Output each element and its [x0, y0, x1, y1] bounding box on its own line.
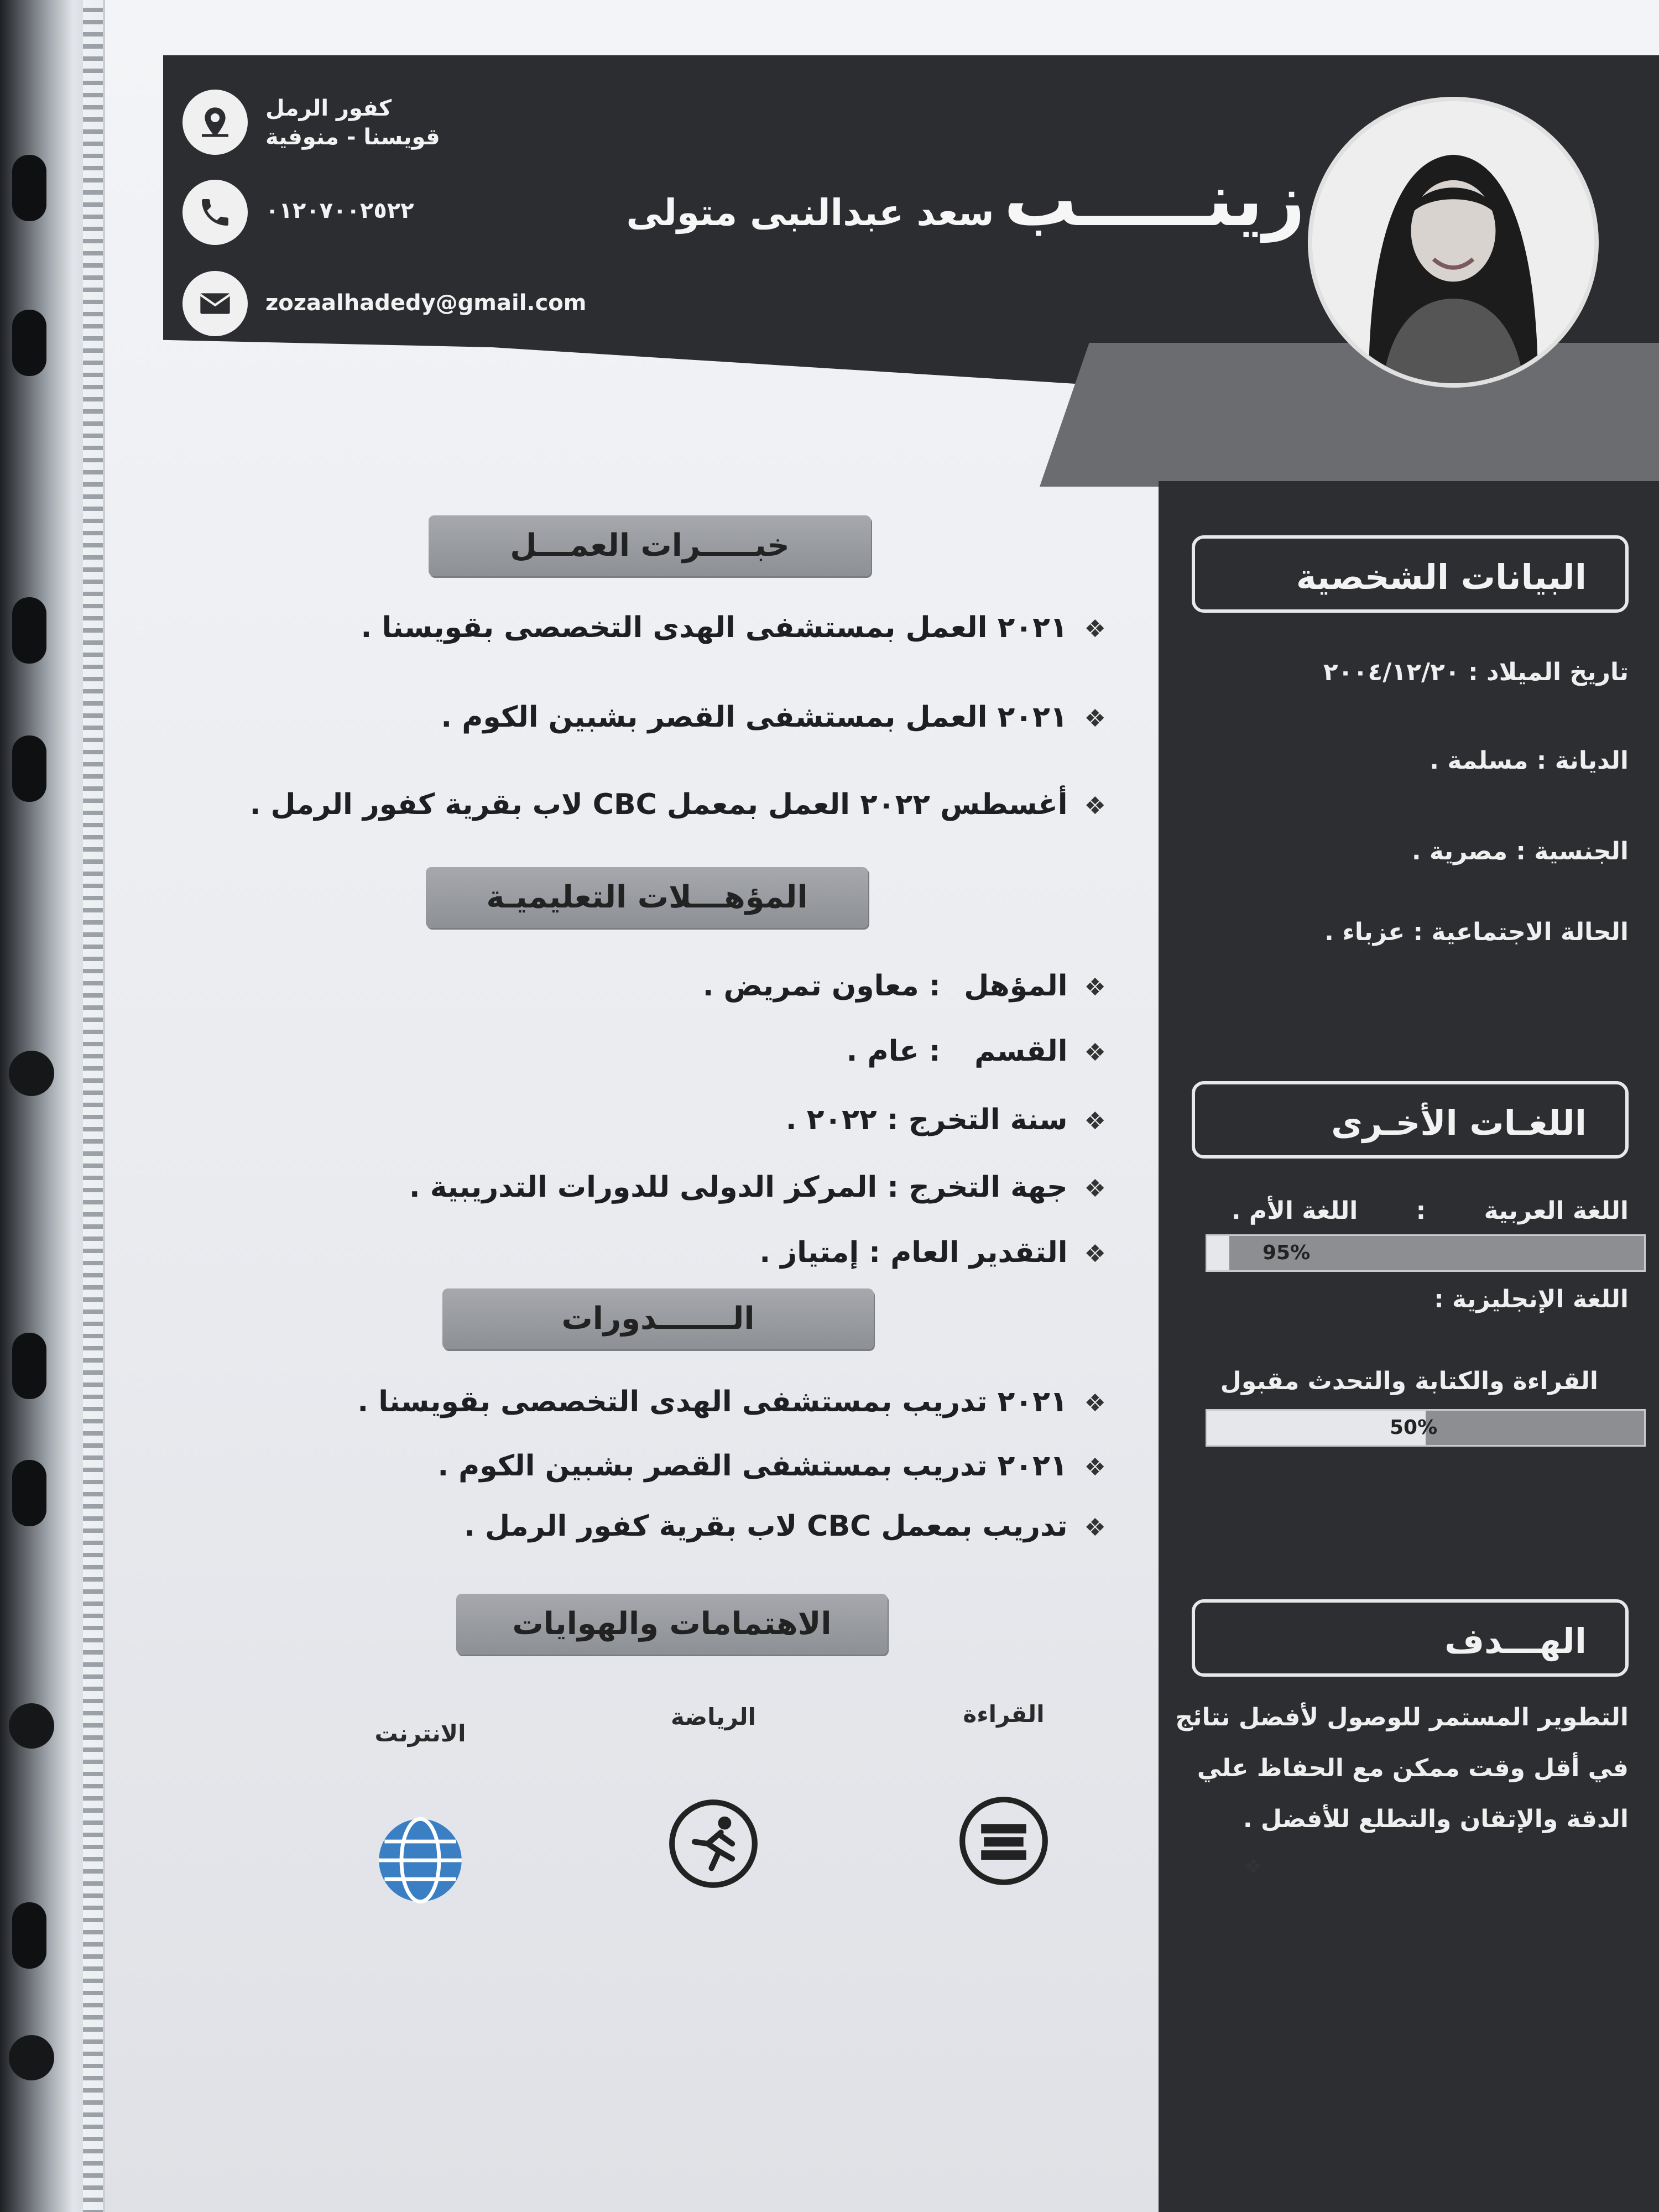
- bullet-icon: ❖: [1084, 792, 1106, 820]
- course-item: [357, 1383, 1106, 1423]
- education-key: القسم: [974, 1035, 1068, 1068]
- education-key: التقدير العام: [890, 1236, 1068, 1269]
- punch-hole: [9, 2035, 54, 2080]
- bullet-icon: ❖: [1084, 1240, 1106, 1268]
- experience-text: ٢٠٢١ العمل بمستشفى الهدى التخصصى بقويسنا .: [361, 611, 1068, 644]
- birth-date: تاريخ الميلاد : ٢٠٠٤/١٢/٢٠: [1323, 658, 1629, 686]
- course-text: تدريب بمعمل CBC لاب بقرية كفور الرمل .: [464, 1510, 1068, 1543]
- hobby-internet-label: الانترنت: [374, 1720, 466, 1747]
- punch-hole: [12, 1460, 46, 1526]
- bullet-icon: ❖: [1084, 615, 1106, 643]
- education-item: [759, 1233, 1106, 1274]
- section-courses: الـــــــدورات: [442, 1288, 874, 1349]
- course-item: [464, 1507, 1106, 1547]
- bullet-icon: ❖: [1084, 973, 1106, 1001]
- bullet-icon: ❖: [1084, 1175, 1106, 1203]
- punch-hole: [12, 1333, 46, 1399]
- education-key: سنة التخرج: [908, 1103, 1068, 1136]
- envelope-icon: [182, 271, 248, 336]
- nationality: الجنسية : مصرية .: [1411, 837, 1629, 865]
- arabic-progress-label: 95%: [1262, 1241, 1311, 1264]
- hobby-sports: [630, 1703, 796, 1891]
- bullet-icon: ❖: [1084, 1107, 1106, 1135]
- course-item: [437, 1447, 1106, 1487]
- bullet-icon: ❖: [1244, 1855, 1262, 1878]
- course-text: ٢٠٢١ تدريب بمستشفى القصر بشبين الكوم .: [437, 1449, 1068, 1483]
- experience-text: أغسطس ٢٠٢٢ العمل بمعمل CBC لاب بقرية كفور الرمل .: [249, 788, 1068, 821]
- section-languages: اللغـات الأخـرى: [1192, 1081, 1629, 1159]
- experience-text: ٢٠٢١ العمل بمستشفى القصر بشبين الكوم .: [441, 701, 1068, 734]
- religion: الديانة : مسلمة .: [1430, 747, 1629, 775]
- section-personal-data: البيانات الشخصية: [1192, 535, 1629, 613]
- resume-page: [105, 0, 1659, 2212]
- english-language-name: اللغة الإنجليزية :: [1434, 1285, 1629, 1313]
- arabic-progress-bar: [1206, 1234, 1646, 1272]
- punch-hole: [12, 310, 46, 376]
- experience-item: [441, 698, 1106, 738]
- family-name: سعد عبدالنبى متولى: [626, 191, 994, 234]
- address-line-2: قويسنا - منوفية: [265, 124, 440, 150]
- hobby-sports-label: الرياضة: [671, 1703, 756, 1730]
- profile-photo: [1308, 97, 1599, 388]
- arabic-language-colon: :: [1416, 1197, 1426, 1225]
- course-text: ٢٠٢١ تدريب بمستشفى الهدى التخصصى بقويسنا .: [357, 1385, 1068, 1418]
- punch-hole: [9, 1051, 54, 1096]
- bullet-icon: ❖: [1084, 1453, 1106, 1481]
- section-education: المؤهـــلات التعليميـة: [426, 867, 868, 928]
- hobby-reading: [921, 1700, 1087, 1888]
- english-progress-bar: [1206, 1409, 1646, 1447]
- arabic-language-name: اللغة العربية: [1484, 1197, 1629, 1225]
- experience-item: [250, 785, 1106, 826]
- punch-hole: [9, 1703, 54, 1749]
- education-item: [786, 1100, 1106, 1141]
- education-value: : المركز الدولى للدورات التدريبية .: [409, 1171, 899, 1204]
- hobby-reading-label: القراءة: [963, 1700, 1045, 1728]
- arabic-language-level: اللغة الأم .: [1231, 1197, 1358, 1225]
- hobby-internet: [337, 1720, 503, 1907]
- english-language-level: القراءة والكتابة والتحدث مقبول: [1220, 1367, 1598, 1395]
- section-goal: الهـــدف: [1192, 1599, 1629, 1677]
- education-value: : معاون تمريض .: [702, 969, 941, 1003]
- address-text: [265, 94, 440, 152]
- english-progress-label: 50%: [1390, 1416, 1438, 1439]
- punch-hole: [12, 155, 46, 221]
- bullet-icon: ❖: [1084, 705, 1106, 733]
- arabic-progress-fill: [1207, 1236, 1229, 1270]
- goal-text: التطوير المستمر للوصول لأفضل نتائج في أقل وقت ممكن مع الحفاظ علي الدقة والإتقان والتطلع للأفضل .: [1175, 1703, 1629, 1833]
- punch-hole: [12, 735, 46, 802]
- first-name: زينـــــب: [1004, 158, 1305, 243]
- education-item: [409, 1168, 1106, 1208]
- arabic-language-row: [1232, 1194, 1629, 1228]
- runner-icon: [666, 1797, 760, 1891]
- books-icon: [957, 1794, 1051, 1888]
- phone-icon: [182, 180, 248, 245]
- section-work-experience: خبـــــرات العمـــل: [429, 515, 871, 576]
- binder-sleeve-edge: [83, 0, 103, 2212]
- punch-hole: [12, 597, 46, 664]
- address-line-1: كفور الرمل: [265, 96, 392, 121]
- education-value: : إمتياز .: [759, 1236, 881, 1269]
- education-key: جهة التخرج: [909, 1171, 1068, 1204]
- education-key: المؤهل: [964, 969, 1068, 1003]
- email-address: zozaalhadedy@gmail.com: [265, 290, 587, 316]
- location-pin-icon: [182, 90, 248, 155]
- full-name: [626, 158, 1305, 243]
- section-interests: الاهتمامات والهوايات: [456, 1594, 888, 1655]
- globe-icon: [373, 1813, 467, 1907]
- bullet-icon: ❖: [1084, 1039, 1106, 1067]
- header-accent-stripe: [1040, 343, 1659, 487]
- education-value: : ٢٠٢٢ .: [785, 1103, 899, 1136]
- education-item: [847, 1032, 1106, 1072]
- marital-status: الحالة الاجتماعية : عزباء .: [1324, 918, 1629, 946]
- punch-hole: [12, 1902, 46, 1969]
- experience-item: [361, 608, 1107, 649]
- bullet-icon: ❖: [1084, 1389, 1106, 1417]
- education-item: [703, 967, 1106, 1007]
- sidebar-panel: [1159, 481, 1659, 2212]
- bullet-icon: ❖: [1084, 1514, 1106, 1542]
- education-value: : عام .: [846, 1035, 941, 1068]
- phone-number: ٠١٢٠٧٠٠٢٥٢٢: [265, 198, 414, 223]
